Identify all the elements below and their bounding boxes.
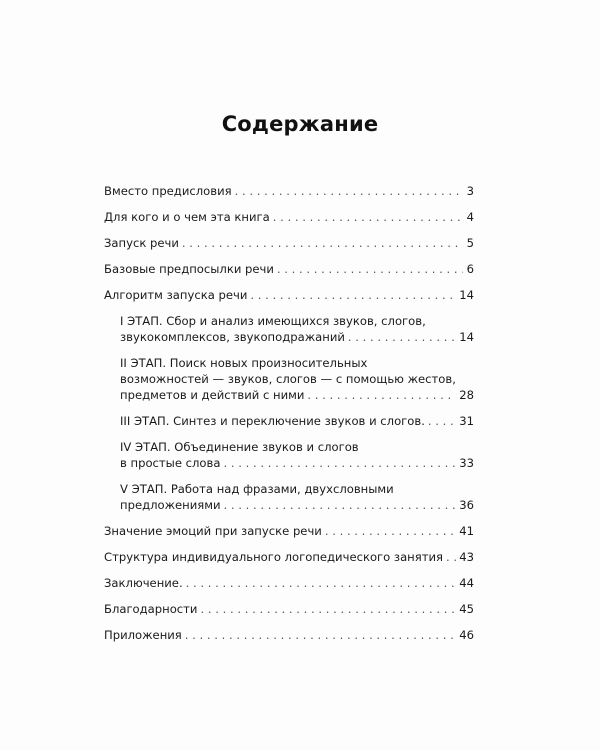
toc-page-number: 5 <box>466 236 474 250</box>
dot-leader <box>428 413 456 429</box>
toc-entry-label: Благодарности <box>104 602 198 616</box>
dot-leader <box>186 575 457 591</box>
toc-entry-label-continued: звукокомплексов, звукоподражаний <box>120 330 345 344</box>
toc-page-number: 4 <box>466 210 474 224</box>
toc-page-number: 46 <box>459 628 474 642</box>
toc-entry-label: Для кого и о чем эта книга <box>104 210 270 224</box>
toc-page-number: 14 <box>459 288 474 302</box>
toc-entry-about-book <box>104 209 474 225</box>
toc-entry-label-continued: предметов и действий с ними <box>120 388 305 402</box>
toc-entry-prerequisites <box>104 261 474 277</box>
dot-leader <box>182 235 463 251</box>
toc-page-number: 31 <box>459 414 474 428</box>
toc-entry-acknowledgements <box>104 601 474 617</box>
toc-entry-appendices <box>104 627 474 643</box>
toc-entry-stage-1 <box>120 313 474 345</box>
toc-entry-label: IV ЭТАП. Объединение звуков и слогов <box>120 440 359 454</box>
table-of-contents <box>104 183 474 643</box>
dot-leader <box>446 549 456 565</box>
toc-entry-label-continued: возможностей — звуков, слогов — с помощью жестов, <box>120 372 456 386</box>
toc-page-number: 28 <box>459 388 474 402</box>
toc-entry-label: I ЭТАП. Сбор и анализ имеющихся звуков, слогов, <box>120 314 426 328</box>
toc-entry-stage-4 <box>120 439 474 471</box>
dot-leader <box>224 497 457 513</box>
toc-entry-label: Заключение. <box>104 576 183 590</box>
toc-page-number: 3 <box>466 184 474 198</box>
dot-leader <box>250 287 456 303</box>
toc-entry-stage-5 <box>120 481 474 513</box>
dot-leader <box>277 261 463 277</box>
toc-page-number: 14 <box>459 330 474 344</box>
toc-entry-algorithm <box>104 287 474 303</box>
toc-page-number: 41 <box>459 524 474 538</box>
toc-entry-emotions <box>104 523 474 539</box>
toc-page-number: 44 <box>459 576 474 590</box>
dot-leader <box>223 455 456 471</box>
toc-page-number: 45 <box>459 602 474 616</box>
toc-entry-label: Значение эмоций при запуске речи <box>104 524 322 538</box>
dot-leader <box>348 329 456 345</box>
toc-entry-label: III ЭТАП. Синтез и переключение звуков и слогов. <box>120 414 425 428</box>
toc-entry-foreword <box>104 183 474 199</box>
dot-leader <box>185 627 456 643</box>
toc-entry-label: Вместо предисловия <box>104 184 232 198</box>
toc-entry-label: Запуск речи <box>104 236 179 250</box>
page-title: Содержание <box>221 112 379 136</box>
toc-entry-label: Приложения <box>104 628 182 642</box>
dot-leader <box>235 183 463 199</box>
toc-entry-speech-launch <box>104 235 474 251</box>
toc-entry-conclusion <box>104 575 474 591</box>
toc-entry-stage-3 <box>120 413 474 429</box>
toc-entry-label: Базовые предпосылки речи <box>104 262 274 276</box>
dot-leader <box>307 387 456 403</box>
toc-entry-label: Структура индивидуального логопедического занятия <box>104 550 443 564</box>
toc-entry-label: Алгоритм запуска речи <box>104 288 248 302</box>
toc-page-number: 6 <box>466 262 474 276</box>
toc-entry-label: II ЭТАП. Поиск новых произносительных <box>120 356 368 370</box>
toc-entry-label-continued: предложениями <box>120 498 221 512</box>
toc-entry-lesson-structure <box>104 549 474 565</box>
dot-leader <box>273 209 463 225</box>
dot-leader <box>325 523 456 539</box>
toc-page-number: 36 <box>459 498 474 512</box>
toc-page-number: 33 <box>459 456 474 470</box>
toc-entry-label-continued: в простые слова <box>120 456 221 470</box>
toc-page-number: 43 <box>459 550 474 564</box>
toc-entry-stage-2 <box>120 355 474 403</box>
toc-entry-label: V ЭТАП. Работа над фразами, двухсловными <box>120 482 394 496</box>
dot-leader <box>200 601 456 617</box>
